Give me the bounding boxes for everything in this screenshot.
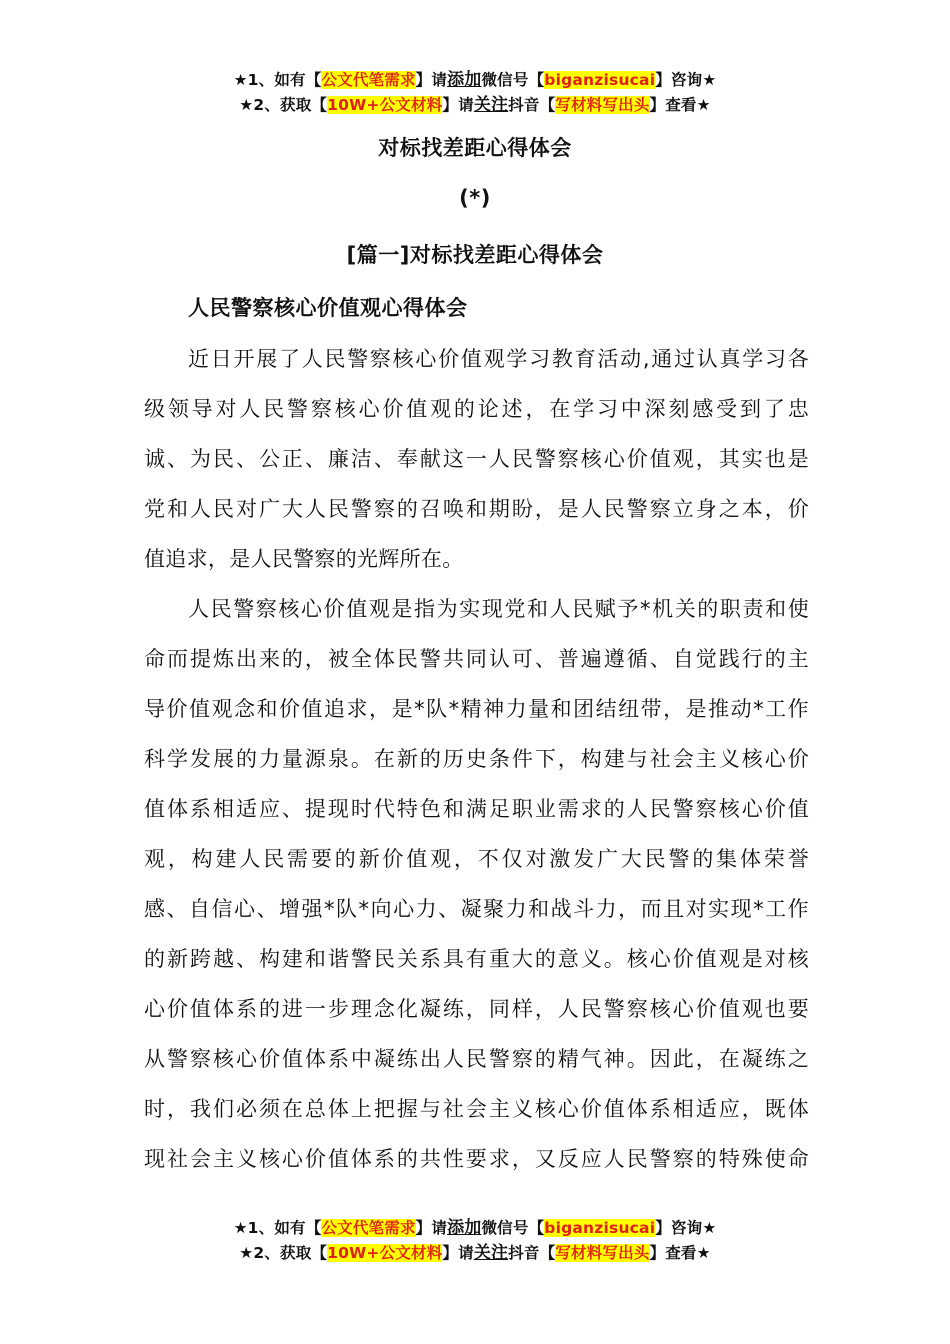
underlined-text: 添加 [447, 1218, 482, 1238]
banner-text: ★2、获取【 [239, 1244, 328, 1262]
banner-text: 】请 [442, 96, 474, 114]
banner-text: 】查看★ [649, 1244, 711, 1262]
banner-text: 】咨询★ [655, 71, 717, 89]
paragraph-line: 级领导对人民警察核心价值观的论述，在学习中深刻感受到了忠 [144, 397, 809, 421]
highlight-materials: 10W+公文材料 [327, 96, 443, 114]
paragraph-line: 近日开展了人民警察核心价值观学习教育活动,通过认真学习各 [188, 347, 809, 371]
underlined-text: 关注 [473, 1243, 509, 1263]
paragraph-line: 值追求，是人民警察的光辉所在。 [144, 547, 464, 571]
highlight-service: 公文代笔需求 [321, 1219, 416, 1237]
banner-text: 】咨询★ [655, 1219, 717, 1237]
paragraph-line: 感、自信心、增强*队*向心力、凝聚力和战斗力，而且对实现*工作 [144, 897, 809, 921]
highlight-douyin: 写材料写出头 [555, 1244, 650, 1262]
paragraph-line: 诚、为民、公正、廉洁、奉献这一人民警察核心价值观，其实也是 [144, 447, 809, 471]
banner-text: 】请 [415, 71, 448, 89]
paragraph-line: 党和人民对广大人民警察的召唤和期盼，是人民警察立身之本，价 [144, 497, 809, 521]
banner-text: ★2、获取【 [239, 96, 328, 114]
footer-banner [0, 1216, 950, 1266]
banner-text: 】查看★ [649, 96, 711, 114]
header-banner [0, 68, 950, 118]
banner-text: 微信号【 [481, 71, 545, 89]
paragraph-line: 观，构建人民需要的新价值观，不仅对激发广大民警的集体荣誉 [144, 847, 809, 871]
paragraph-line: 命而提炼出来的，被全体民警共同认可、普遍遵循、自觉践行的主 [144, 647, 809, 671]
paragraph-line: 人民警察核心价值观是指为实现党和人民赋予*机关的职责和使 [188, 597, 809, 621]
paragraph-line: 科学发展的力量源泉。在新的历史条件下，构建与社会主义核心价 [144, 747, 809, 771]
banner-line-1 [0, 68, 950, 93]
paragraph-2 [144, 592, 809, 1192]
banner-text: 抖音【 [508, 1244, 556, 1262]
banner-line-1 [0, 1216, 950, 1241]
paragraph-line: 心价值体系的进一步理念化凝练，同样，人民警察核心价值观也要 [144, 997, 809, 1021]
highlight-service: 公文代笔需求 [321, 71, 416, 89]
part-heading: [篇一]对标找差距心得体会 [346, 243, 604, 267]
paragraph-line: 值体系相适应、提现时代特色和满足职业需求的人民警察核心价值 [144, 797, 809, 821]
banner-text: ★1、如有【 [233, 71, 322, 89]
banner-line-2 [0, 93, 950, 118]
document-subtitle: (*) [459, 186, 491, 210]
highlight-douyin: 写材料写出头 [555, 96, 650, 114]
banner-text: 微信号【 [481, 1219, 545, 1237]
underlined-text: 添加 [447, 70, 482, 90]
banner-line-2 [0, 1241, 950, 1266]
banner-text: 】请 [442, 1244, 474, 1262]
paragraph-line: 现社会主义核心价值体系的共性要求，又反应人民警察的特殊使命 [144, 1147, 809, 1171]
underlined-text: 关注 [473, 95, 509, 115]
paragraph-line: 的新跨越、构建和谐警民关系具有重大的意义。核心价值观是对核 [144, 947, 809, 971]
highlight-wechat-id: biganzisucai [544, 1219, 656, 1237]
highlight-materials: 10W+公文材料 [327, 1244, 443, 1262]
paragraph-line: 从警察核心价值体系中凝练出人民警察的精气神。因此，在凝练之 [144, 1047, 809, 1071]
paragraph-line: 导价值观念和价值追求，是*队*精神力量和团结纽带，是推动*工作 [144, 697, 809, 721]
paragraph-1 [144, 342, 809, 592]
document-title: 对标找差距心得体会 [378, 136, 572, 160]
section-heading: 人民警察核心价值观心得体会 [188, 296, 468, 320]
paragraph-line: 时，我们必须在总体上把握与社会主义核心价值体系相适应，既体 [144, 1097, 809, 1121]
banner-text: ★1、如有【 [233, 1219, 322, 1237]
highlight-wechat-id: biganzisucai [544, 71, 656, 89]
banner-text: 】请 [415, 1219, 448, 1237]
banner-text: 抖音【 [508, 96, 556, 114]
